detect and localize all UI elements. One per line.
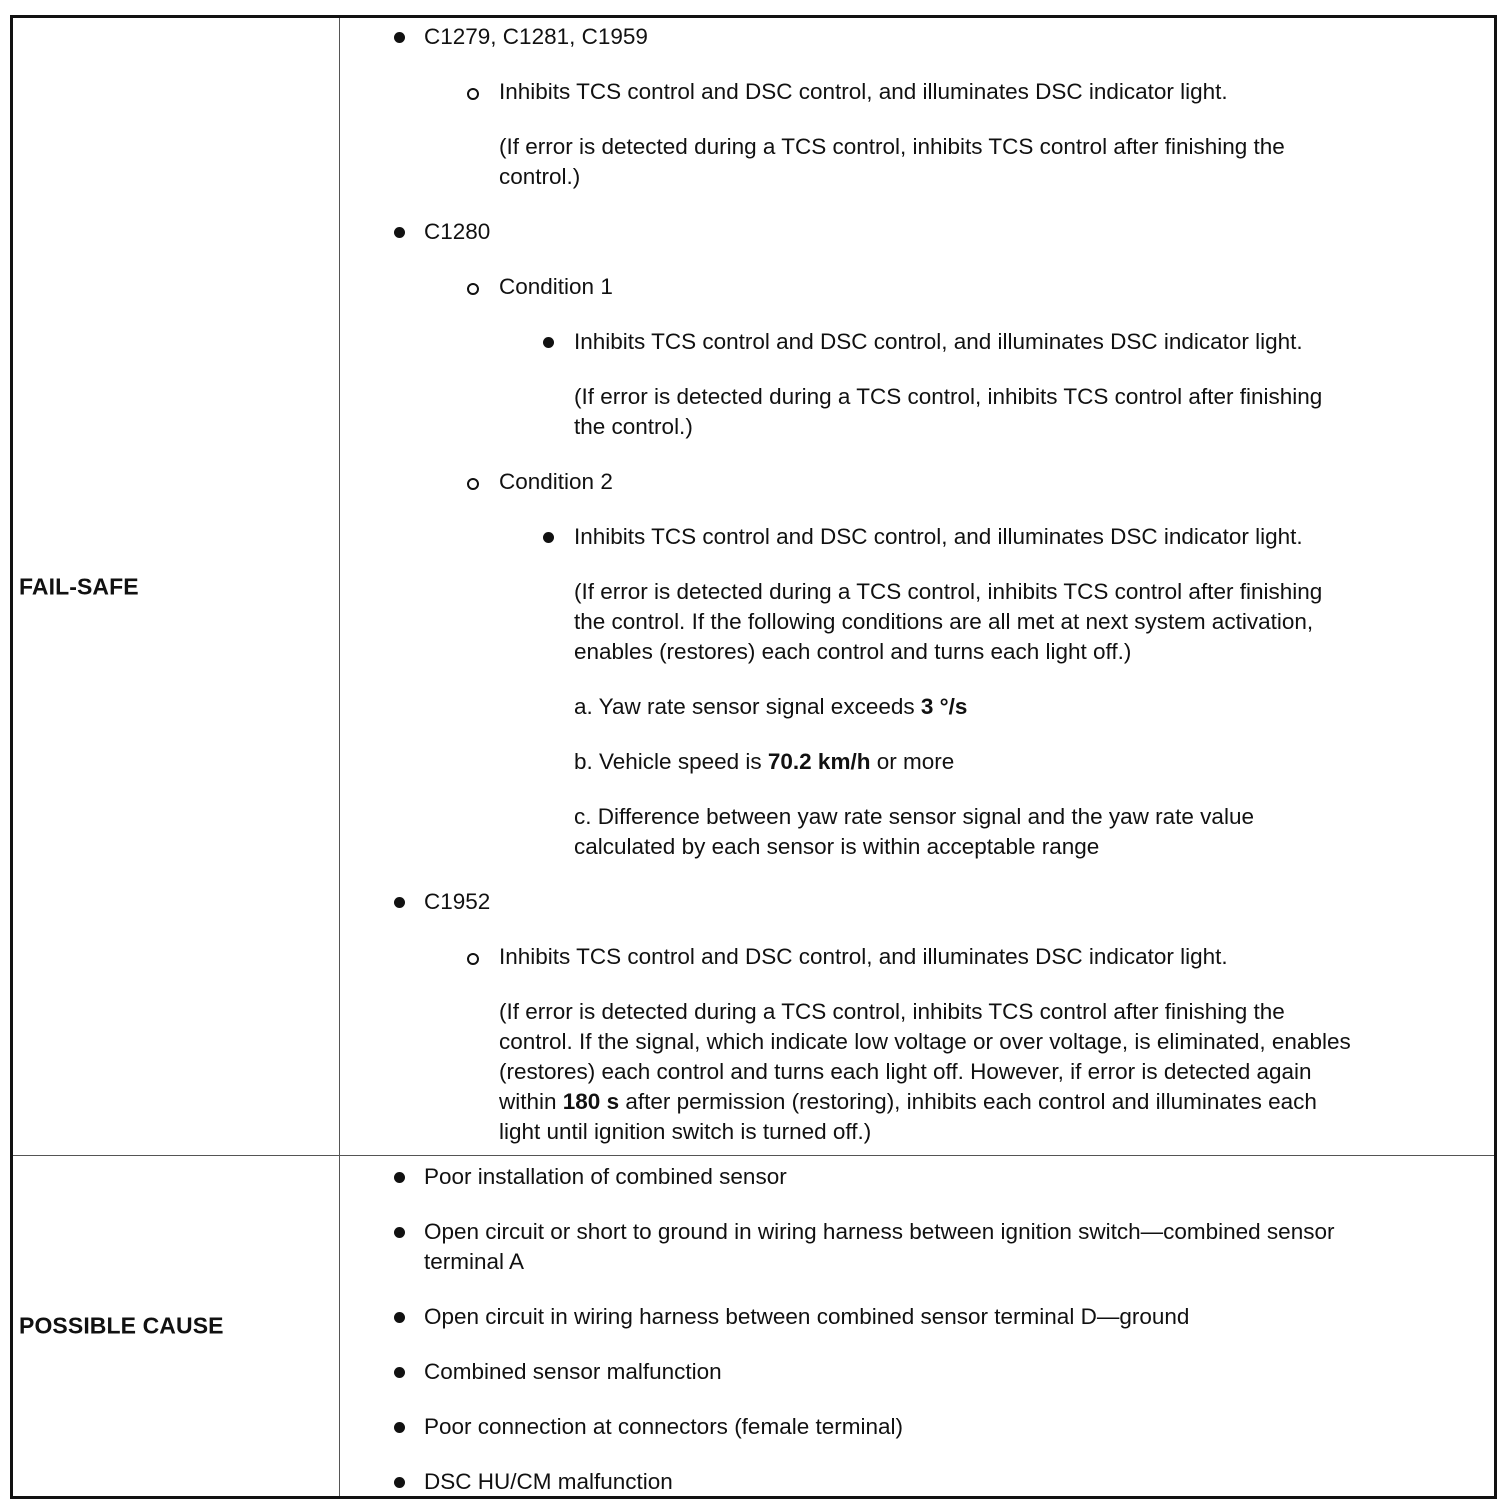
cause-item: Open circuit in wiring harness between combined sensor terminal D—ground [424, 1304, 1190, 1329]
bullet-dot-icon [394, 1422, 405, 1433]
bullet-dot-icon [543, 532, 554, 543]
failsafe-c1952-note-line: light until ignition switch is turned off.) [499, 1119, 872, 1144]
condition-a [574, 692, 967, 722]
failsafe-c1280-cond1-action: Inhibits TCS control and DSC control, and illuminates DSC indicator light. [574, 329, 1303, 354]
bullet-dot-icon [543, 337, 554, 348]
failsafe-c1280-cond2-note-line: enables (restores) each control and turns each light off.) [574, 639, 1132, 664]
note-text: after permission (restoring), inhibits each control and illuminates each [619, 1089, 1317, 1114]
bullet-dot-icon [394, 1312, 405, 1323]
bullet-dot-icon [394, 1367, 405, 1378]
bullet-ring-icon [467, 953, 479, 965]
bullet-dot-icon [394, 1172, 405, 1183]
cause-item: Open circuit or short to ground in wiring harness between ignition switch—combined sensor [424, 1219, 1335, 1244]
cause-item: DSC HU/CM malfunction [424, 1469, 673, 1494]
failsafe-c1280-cond2-note-line: the control. If the following conditions are all met at next system activation, [574, 609, 1314, 634]
cause-item: Poor connection at connectors (female terminal) [424, 1414, 903, 1439]
note-value: 180 s [562, 1089, 620, 1114]
failsafe-c1952-note-line [499, 1087, 1317, 1117]
condition-b [574, 747, 954, 777]
failsafe-content-cell [342, 18, 1494, 1155]
bullet-ring-icon [467, 283, 479, 295]
failsafe-c1952-code: C1952 [424, 889, 491, 914]
cause-item-continuation: terminal A [424, 1249, 525, 1274]
bullet-dot-icon [394, 1477, 405, 1488]
bullet-dot-icon [394, 32, 405, 43]
condition-a-text: a. Yaw rate sensor signal exceeds [574, 694, 921, 719]
bullet-dot-icon [394, 1227, 405, 1238]
condition-b-text: b. Vehicle speed is [574, 749, 768, 774]
failsafe-c1952-note-line: (If error is detected during a TCS control, inhibits TCS control after finishing the [499, 999, 1285, 1024]
failsafe-row [13, 18, 1494, 1155]
cause-label-cell [13, 1156, 340, 1496]
condition-c-line: c. Difference between yaw rate sensor signal and the yaw rate value [574, 804, 1254, 829]
failsafe-c1952-action: Inhibits TCS control and DSC control, and illuminates DSC indicator light. [499, 944, 1228, 969]
bullet-dot-icon [394, 227, 405, 238]
possible-cause-row [13, 1155, 1494, 1496]
bullet-ring-icon [467, 478, 479, 490]
condition-b-suffix: or more [870, 749, 955, 774]
failsafe-c1279-action: Inhibits TCS control and DSC control, and illuminates DSC indicator light. [499, 79, 1228, 104]
failsafe-c1280-cond2-action: Inhibits TCS control and DSC control, and illuminates DSC indicator light. [574, 524, 1303, 549]
failsafe-c1280-cond2-note-line: (If error is detected during a TCS control, inhibits TCS control after finishing [574, 579, 1323, 604]
failsafe-c1280-code: C1280 [424, 219, 491, 244]
failsafe-c1280-cond1-title: Condition 1 [499, 274, 613, 299]
cause-content-cell [342, 1156, 1494, 1496]
failsafe-c1279-code: C1279, C1281, C1959 [424, 24, 648, 49]
failsafe-c1279-note-line: (If error is detected during a TCS control, inhibits TCS control after finishing the [499, 134, 1285, 159]
cause-item: Poor installation of combined sensor [424, 1164, 787, 1189]
failsafe-c1280-cond1-note-line: (If error is detected during a TCS control, inhibits TCS control after finishing [574, 384, 1323, 409]
failsafe-c1280-cond1-note-line: the control.) [574, 414, 693, 439]
failsafe-c1279-note-line: control.) [499, 164, 581, 189]
cause-item: Combined sensor malfunction [424, 1359, 722, 1384]
failsafe-label: FAIL-SAFE [19, 573, 139, 599]
condition-c-line: calculated by each sensor is within acceptable range [574, 834, 1100, 859]
failsafe-c1952-note-line: control. If the signal, which indicate low voltage or over voltage, is eliminated, enables [499, 1029, 1351, 1054]
diagnostic-table [10, 15, 1497, 1499]
condition-a-value: 3 °/s [920, 694, 968, 719]
failsafe-c1280-cond2-title: Condition 2 [499, 469, 613, 494]
bullet-ring-icon [467, 88, 479, 100]
bullet-dot-icon [394, 897, 405, 908]
note-text: within [499, 1089, 563, 1114]
failsafe-c1952-note-line: (restores) each control and turns each light off. However, if error is detected again [499, 1059, 1312, 1084]
condition-b-value: 70.2 km/h [767, 749, 871, 774]
failsafe-label-cell [13, 18, 340, 1155]
cause-label: POSSIBLE CAUSE [19, 1312, 224, 1339]
